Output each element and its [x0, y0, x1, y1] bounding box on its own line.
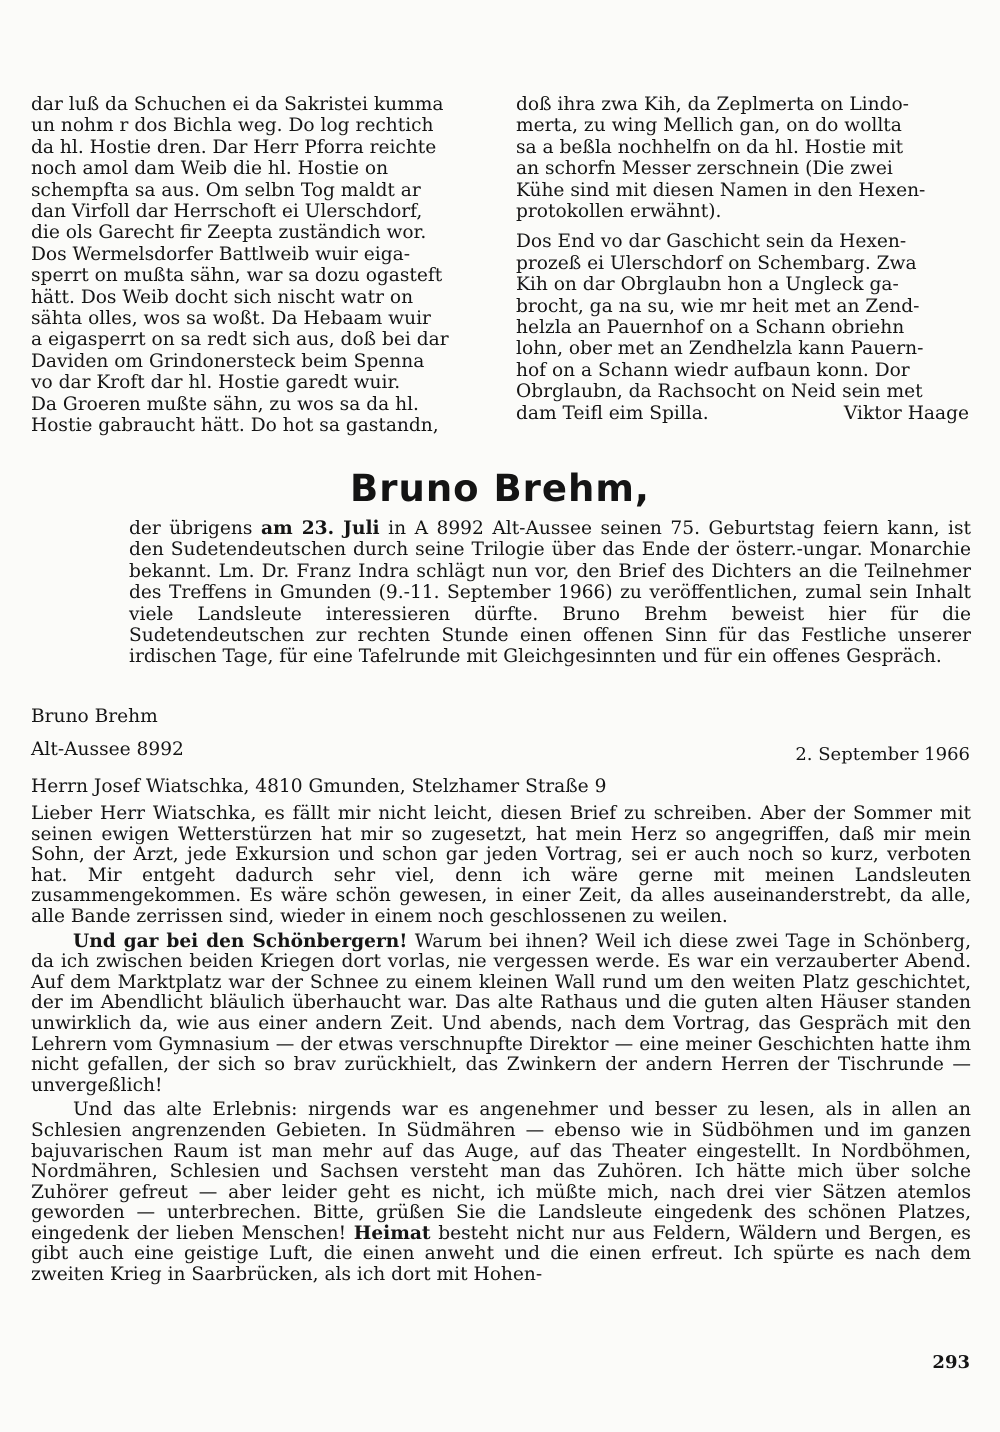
text-line: sperrt on mußta sähn, war sa dozu ogasteft — [31, 265, 443, 287]
letter-paragraph-1: Lieber Herr Wiatschka, es fällt mir nicht leicht, diesen Brief zu schreiben. Aber der Sommer mit seinen ewigen Wetterstürzen hat mir so zugesetzt, hat mein Herz so angegriffen, daß mir mein Sohn, der Arzt, jede Exkursion und schon gar jeden Vortrag, sei er auch noch so kurz, verboten hat. Mir entgeht dadurch sehr viel, denn ich wäre gerne mit meinen Landsleuten zusammengekommen. Es wäre schön gewesen, in einer Zeit, da alles auseinanderstrebt, da alle, alle Bande zerrissen sind, wieder in einem noch geschlossenen zu weilen. — [31, 803, 971, 927]
text-line: dam Teifl eim Spilla. — [516, 402, 709, 424]
text-line: doß ihra zwa Kih, da Zeplmerta on Lindo- — [516, 94, 909, 115]
text-line: Daviden om Grindonersteck beim Spenna — [31, 350, 425, 372]
text-line: protokollen erwähnt). — [516, 201, 722, 223]
left-column-paragraph — [31, 94, 487, 437]
right-column — [516, 94, 971, 433]
text-line: Obrglaubn, da Rachsocht on Neid sein met — [516, 381, 923, 403]
text-line: un nohm r dos Bichla weg. Do log rechtich — [31, 115, 434, 137]
text-line: Dos End vo dar Gaschicht sein da Hexen- — [516, 231, 907, 253]
text-line: merta, zu wing Mellich gan, on do wollta — [516, 115, 902, 137]
sender-name: Bruno Brehm — [31, 706, 158, 727]
text-line: prozeß ei Ulerschdorf on Schembarg. Zwa — [516, 252, 917, 274]
text-line: Hostie gabraucht hätt. Do hot sa gastandn, — [31, 415, 439, 437]
text-line: dan Virfoll dar Herrschoft ei Ulerschdorf, — [31, 201, 423, 223]
letter-paragraph-3 — [31, 1100, 971, 1285]
intro-paragraph — [129, 518, 971, 668]
text-line: hätt. Dos Weib docht sich nischt watr on — [31, 286, 414, 308]
right-column-paragraph-1 — [516, 94, 971, 222]
text-line: da hl. Hostie dren. Dar Herr Pforra reichte — [31, 136, 437, 158]
paragraph-text: Und das alte Erlebnis: nirgends war es angenehmer und besser zu lesen, als in allen an Schlesien angrenzenden Gebieten. In Südmähren — ebenso wie in Südböhmen und im ganzen bajuvarischen Raum ist man mehr auf das Auge, auf das Theater eingestellt. In Nordböhmen, Nordmähren, Schlesien und Sachsen versteht man das Zuhören. Ich hätte mich über solche Zuhörer gefreut — aber leider geht es nicht, ich müßte mich, nach drei vier Sätzen atemlos geworden — unterbrechen. Bitte, grüßen Sie die Landsleute eingedenk des schönen Platzes, eingedenk der lieben Menschen! — [31, 1099, 971, 1244]
text-line: a eigasperrt on sa redt sich aus, doß bei dar — [31, 329, 449, 351]
text-line: Kühe sind mit diesen Namen in den Hexen- — [516, 179, 926, 201]
intro-text: der übrigens — [129, 518, 261, 539]
text-line: noch amol dam Weib die hl. Hostie on — [31, 158, 389, 180]
text-line: vo dar Kroft dar hl. Hostie garedt wuir. — [31, 372, 401, 394]
intro-date: am 23. Juli — [260, 518, 380, 539]
text-line: lohn, ober met an Zendhelzla kann Pauern- — [516, 338, 924, 360]
text-line: hof on a Schann wiedr aufbaun konn. Dor — [516, 359, 910, 381]
paragraph-text: Warum bei ihnen? Weil ich diese zwei Tage in Schönberg, da ich zwischen beiden Kriegen dort vorlas, nie vergessen werde. Es war ein verzauberter Abend. Auf dem Marktplatz war der Schnee zu einem kleinen Wall rund um den weiten Platz geschichtet, der im Abendlicht bläulich überhaucht war. Das alte Rathaus und die guten alten Häuser standen unwirklich da, wie aus einer andern Zeit. Und abends, nach dem Vortrag, das Gespräch mit den Lehrern vom Gymnasium — der etwas verschnupfte Direktor — eine meiner Geschichten hatte ihm nicht gefallen, der sich so brav zurückhielt, das Zwinkern der andern Herren der Tischrunde — unvergeßlich! — [31, 930, 971, 1096]
text-line: brocht, ga na su, wie mr heit met an Zend- — [516, 295, 920, 317]
page-number: 293 — [932, 1352, 970, 1373]
text-line: Da Groeren mußte sähn, zu wos sa da hl. — [31, 393, 419, 415]
text-line: sähta olles, wos sa woßt. Da Hebaam wuir — [31, 308, 431, 330]
author-signature: Viktor Haage — [843, 402, 969, 424]
text-line: helzla an Pauernhof on a Schann obriehn — [516, 317, 905, 339]
article-headline: Bruno Brehm, — [350, 467, 650, 510]
text-line: die ols Garecht fir Zeepta zuständich wor. — [31, 222, 427, 244]
left-column — [31, 94, 487, 446]
paragraph-text: besteht nicht nur aus Feldern, Wäldern und Bergen, es gibt auch eine geistige Luft, die einen anweht und die einen erfreut. Ich spürte es nach dem zweiten Krieg in Saarbrücken, als ich dort mit Hohen- — [31, 1222, 971, 1286]
letter-paragraph-2 — [31, 932, 971, 1097]
text-line: Kih on dar Obrglaubn hon a Ungleck ga- — [516, 274, 899, 296]
text-line: an schorfn Messer zerschnein (Die zwei — [516, 158, 893, 180]
sender-place: Alt-Aussee 8992 — [31, 739, 184, 760]
letter-date: 2. September 1966 — [795, 744, 970, 765]
signed-line — [516, 403, 971, 424]
text-line: sa a beßla nochhelfn on da hl. Hostie mit — [516, 136, 904, 158]
letter-body — [31, 804, 971, 1290]
right-column-paragraph-2 — [516, 231, 971, 424]
emphasis-text: Heimat — [353, 1222, 431, 1244]
emphasis-text: Und gar bei den Schönbergern! — [73, 930, 408, 952]
intro-text: in A 8992 Alt-Aussee seinen 75. Geburtstag feiern kann, ist den Sudetendeutschen durch seine Trilogie über das Ende der österr.-ungar. Monarchie bekannt. Lm. Dr. Franz Indra schlägt nun vor, den Brief des Dichters an die Teilnehmer des Treffens in Gmunden (9.-11. September 1966) zu veröffentlichen, zumal sein Inhalt viele Landsleute interessieren dürfte. Bruno Brehm beweist hier für die Sudetendeutschen zur rechten Stunde einen offenen Sinn für das Festliche unserer irdischen Tage, für eine Tafelrunde mit Gleichgesinnten und für ein offenes Gespräch. — [129, 518, 971, 668]
text-line: dar luß da Schuchen ei da Sakristei kumma — [31, 94, 444, 115]
text-line: Dos Wermelsdorfer Battlweib wuir eiga- — [31, 243, 411, 265]
text-line: schempfta sa aus. Om selbn Tog maldt ar — [31, 179, 421, 201]
recipient-address: Herrn Josef Wiatschka, 4810 Gmunden, Stelzhamer Straße 9 — [31, 776, 607, 797]
